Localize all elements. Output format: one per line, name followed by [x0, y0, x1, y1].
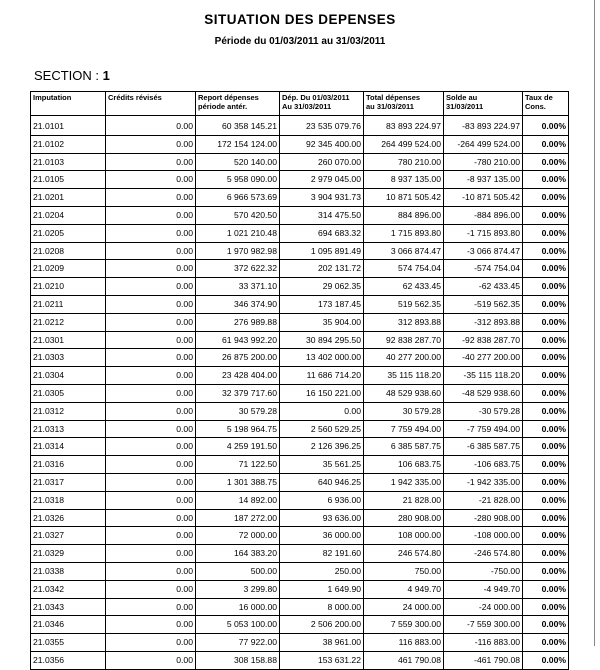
- cell-credits-revises: 0.00: [106, 438, 196, 456]
- cell-taux-cons: 0.00%: [523, 651, 569, 669]
- cell-total-depenses: 48 529 938.60: [364, 384, 444, 402]
- cell-solde: -884 896.00: [444, 206, 523, 224]
- cell-credits-revises: 0.00: [106, 509, 196, 527]
- cell-solde: -461 790.08: [444, 651, 523, 669]
- cell-total-depenses: 4 949.70: [364, 580, 444, 598]
- cell-depenses-periode: 1 095 891.49: [280, 242, 364, 260]
- cell-depenses-periode: 2 126 396.25: [280, 438, 364, 456]
- cell-credits-revises: 0.00: [106, 598, 196, 616]
- table-row: [31, 349, 569, 367]
- cell-taux-cons: 0.00%: [523, 189, 569, 207]
- cell-solde: -30 579.28: [444, 402, 523, 420]
- column-header-line2: Au 31/03/2011: [282, 102, 332, 111]
- cell-imputation: 21.0305: [31, 384, 106, 402]
- cell-credits-revises: 0.00: [106, 278, 196, 296]
- cell-report-depenses: 16 000.00: [196, 598, 280, 616]
- cell-taux-cons: 0.00%: [523, 313, 569, 331]
- cell-depenses-periode: 30 894 295.50: [280, 331, 364, 349]
- cell-taux-cons: 0.00%: [523, 367, 569, 385]
- cell-taux-cons: 0.00%: [523, 598, 569, 616]
- cell-depenses-periode: 92 345 400.00: [280, 135, 364, 153]
- cell-credits-revises: 0.00: [106, 473, 196, 491]
- cell-imputation: 21.0204: [31, 206, 106, 224]
- report-period: Période du 01/03/2011 au 31/03/2011: [214, 36, 386, 47]
- cell-imputation: 21.0355: [31, 634, 106, 652]
- table-row: [31, 260, 569, 278]
- table-row: [31, 473, 569, 491]
- cell-imputation: 21.0342: [31, 580, 106, 598]
- cell-solde: -3 066 874.47: [444, 242, 523, 260]
- cell-report-depenses: 1 970 982.98: [196, 242, 280, 260]
- cell-report-depenses: 1 021 210.48: [196, 224, 280, 242]
- cell-depenses-periode: 35 561.25: [280, 456, 364, 474]
- cell-credits-revises: 0.00: [106, 260, 196, 278]
- cell-imputation: 21.0313: [31, 420, 106, 438]
- column-header-credits-revises: [106, 92, 196, 116]
- cell-taux-cons: 0.00%: [523, 260, 569, 278]
- cell-depenses-periode: 16 150 221.00: [280, 384, 364, 402]
- cell-credits-revises: 0.00: [106, 116, 196, 136]
- cell-solde: -48 529 938.60: [444, 384, 523, 402]
- cell-imputation: 21.0346: [31, 616, 106, 634]
- cell-total-depenses: 35 115 118.20: [364, 367, 444, 385]
- cell-imputation: 21.0201: [31, 189, 106, 207]
- table-row: [31, 206, 569, 224]
- column-header-depenses-periode: [280, 92, 364, 116]
- cell-depenses-periode: 36 000.00: [280, 527, 364, 545]
- cell-credits-revises: 0.00: [106, 562, 196, 580]
- cell-credits-revises: 0.00: [106, 135, 196, 153]
- table-row: [31, 331, 569, 349]
- cell-solde: -35 115 118.20: [444, 367, 523, 385]
- cell-imputation: 21.0327: [31, 527, 106, 545]
- table-row: [31, 367, 569, 385]
- column-header-line1: Taux de: [525, 93, 553, 102]
- cell-taux-cons: 0.00%: [523, 402, 569, 420]
- table-row: [31, 384, 569, 402]
- cell-total-depenses: 6 385 587.75: [364, 438, 444, 456]
- cell-solde: -280 908.00: [444, 509, 523, 527]
- table-row: [31, 171, 569, 189]
- column-header-line2: 31/03/2011: [446, 102, 484, 111]
- cell-solde: -106 683.75: [444, 456, 523, 474]
- cell-imputation: 21.0208: [31, 242, 106, 260]
- cell-credits-revises: 0.00: [106, 153, 196, 171]
- cell-taux-cons: 0.00%: [523, 527, 569, 545]
- cell-solde: -1 942 335.00: [444, 473, 523, 491]
- cell-taux-cons: 0.00%: [523, 331, 569, 349]
- cell-taux-cons: 0.00%: [523, 224, 569, 242]
- table-row: [31, 616, 569, 634]
- cell-total-depenses: 264 499 524.00: [364, 135, 444, 153]
- cell-credits-revises: 0.00: [106, 242, 196, 260]
- cell-imputation: 21.0329: [31, 545, 106, 563]
- cell-imputation: 21.0303: [31, 349, 106, 367]
- cell-taux-cons: 0.00%: [523, 438, 569, 456]
- table-row: [31, 135, 569, 153]
- cell-solde: -519 562.35: [444, 295, 523, 313]
- cell-report-depenses: 14 892.00: [196, 491, 280, 509]
- cell-taux-cons: 0.00%: [523, 384, 569, 402]
- cell-report-depenses: 570 420.50: [196, 206, 280, 224]
- cell-report-depenses: 6 966 573.69: [196, 189, 280, 207]
- table-row: [31, 278, 569, 296]
- cell-total-depenses: 116 883.00: [364, 634, 444, 652]
- cell-depenses-periode: 1 649.90: [280, 580, 364, 598]
- cell-credits-revises: 0.00: [106, 224, 196, 242]
- cell-report-depenses: 5 198 964.75: [196, 420, 280, 438]
- cell-report-depenses: 77 922.00: [196, 634, 280, 652]
- cell-solde: -1 715 893.80: [444, 224, 523, 242]
- cell-depenses-periode: 260 070.00: [280, 153, 364, 171]
- cell-credits-revises: 0.00: [106, 491, 196, 509]
- table-row: [31, 438, 569, 456]
- cell-total-depenses: 780 210.00: [364, 153, 444, 171]
- cell-imputation: 21.0316: [31, 456, 106, 474]
- table-row: [31, 527, 569, 545]
- cell-taux-cons: 0.00%: [523, 456, 569, 474]
- cell-credits-revises: 0.00: [106, 331, 196, 349]
- table-row: [31, 242, 569, 260]
- cell-report-depenses: 500.00: [196, 562, 280, 580]
- cell-solde: -312 893.88: [444, 313, 523, 331]
- cell-depenses-periode: 8 000.00: [280, 598, 364, 616]
- cell-solde: -40 277 200.00: [444, 349, 523, 367]
- cell-report-depenses: 5 958 090.00: [196, 171, 280, 189]
- cell-total-depenses: 519 562.35: [364, 295, 444, 313]
- cell-total-depenses: 1 715 893.80: [364, 224, 444, 242]
- column-header-line2: au 31/03/2011: [366, 102, 414, 111]
- cell-taux-cons: 0.00%: [523, 295, 569, 313]
- cell-imputation: 21.0209: [31, 260, 106, 278]
- cell-total-depenses: 40 277 200.00: [364, 349, 444, 367]
- cell-depenses-periode: 38 961.00: [280, 634, 364, 652]
- cell-imputation: 21.0326: [31, 509, 106, 527]
- column-header-line1: Crédits révisés: [108, 93, 162, 102]
- cell-solde: -108 000.00: [444, 527, 523, 545]
- cell-report-depenses: 72 000.00: [196, 527, 280, 545]
- cell-credits-revises: 0.00: [106, 527, 196, 545]
- cell-depenses-periode: 173 187.45: [280, 295, 364, 313]
- cell-total-depenses: 83 893 224.97: [364, 116, 444, 136]
- cell-total-depenses: 312 893.88: [364, 313, 444, 331]
- section-label: SECTION :: [34, 68, 100, 83]
- cell-imputation: 21.0317: [31, 473, 106, 491]
- cell-total-depenses: 7 759 494.00: [364, 420, 444, 438]
- cell-imputation: 21.0343: [31, 598, 106, 616]
- cell-total-depenses: 884 896.00: [364, 206, 444, 224]
- cell-depenses-periode: 314 475.50: [280, 206, 364, 224]
- cell-solde: -116 883.00: [444, 634, 523, 652]
- table-row: [31, 651, 569, 669]
- cell-total-depenses: 21 828.00: [364, 491, 444, 509]
- cell-taux-cons: 0.00%: [523, 491, 569, 509]
- column-header-report-depenses: [196, 92, 280, 116]
- cell-credits-revises: 0.00: [106, 206, 196, 224]
- cell-imputation: 21.0101: [31, 116, 106, 136]
- cell-total-depenses: 106 683.75: [364, 456, 444, 474]
- table-row: [31, 116, 569, 136]
- table-row: [31, 545, 569, 563]
- cell-report-depenses: 5 053 100.00: [196, 616, 280, 634]
- cell-solde: -264 499 524.00: [444, 135, 523, 153]
- cell-credits-revises: 0.00: [106, 402, 196, 420]
- cell-taux-cons: 0.00%: [523, 171, 569, 189]
- cell-depenses-periode: 35 904.00: [280, 313, 364, 331]
- cell-depenses-periode: 640 946.25: [280, 473, 364, 491]
- cell-credits-revises: 0.00: [106, 420, 196, 438]
- cell-depenses-periode: 6 936.00: [280, 491, 364, 509]
- cell-taux-cons: 0.00%: [523, 242, 569, 260]
- column-header-line1: Solde au: [446, 93, 478, 102]
- table-header-row: [31, 92, 569, 116]
- cell-total-depenses: 280 908.00: [364, 509, 444, 527]
- cell-report-depenses: 23 428 404.00: [196, 367, 280, 385]
- table-row: [31, 491, 569, 509]
- cell-total-depenses: 1 942 335.00: [364, 473, 444, 491]
- cell-taux-cons: 0.00%: [523, 509, 569, 527]
- column-header-line1: Total dépenses: [366, 93, 421, 102]
- cell-report-depenses: 4 259 191.50: [196, 438, 280, 456]
- table-row: [31, 313, 569, 331]
- cell-report-depenses: 61 943 992.20: [196, 331, 280, 349]
- page-edge: [594, 0, 595, 646]
- cell-report-depenses: 346 374.90: [196, 295, 280, 313]
- cell-depenses-periode: 3 904 931.73: [280, 189, 364, 207]
- section-number: 1: [102, 68, 110, 83]
- cell-depenses-periode: 82 191.60: [280, 545, 364, 563]
- cell-credits-revises: 0.00: [106, 295, 196, 313]
- table-body: [31, 116, 569, 670]
- column-header-solde: [444, 92, 523, 116]
- table-row: [31, 295, 569, 313]
- cell-taux-cons: 0.00%: [523, 634, 569, 652]
- cell-imputation: 21.0314: [31, 438, 106, 456]
- table-row: [31, 153, 569, 171]
- cell-total-depenses: 246 574.80: [364, 545, 444, 563]
- cell-taux-cons: 0.00%: [523, 153, 569, 171]
- cell-depenses-periode: 2 560 529.25: [280, 420, 364, 438]
- cell-report-depenses: 172 154 124.00: [196, 135, 280, 153]
- cell-credits-revises: 0.00: [106, 545, 196, 563]
- cell-total-depenses: 92 838 287.70: [364, 331, 444, 349]
- cell-credits-revises: 0.00: [106, 171, 196, 189]
- cell-report-depenses: 276 989.88: [196, 313, 280, 331]
- cell-solde: -21 828.00: [444, 491, 523, 509]
- table-row: [31, 189, 569, 207]
- cell-report-depenses: 32 379 717.60: [196, 384, 280, 402]
- cell-depenses-periode: 0.00: [280, 402, 364, 420]
- cell-credits-revises: 0.00: [106, 651, 196, 669]
- cell-imputation: 21.0211: [31, 295, 106, 313]
- cell-report-depenses: 60 358 145.21: [196, 116, 280, 136]
- cell-imputation: 21.0338: [31, 562, 106, 580]
- cell-imputation: 21.0304: [31, 367, 106, 385]
- cell-taux-cons: 0.00%: [523, 116, 569, 136]
- cell-depenses-periode: 250.00: [280, 562, 364, 580]
- cell-taux-cons: 0.00%: [523, 562, 569, 580]
- cell-depenses-periode: 23 535 079.76: [280, 116, 364, 136]
- cell-taux-cons: 0.00%: [523, 545, 569, 563]
- cell-taux-cons: 0.00%: [523, 206, 569, 224]
- cell-report-depenses: 30 579.28: [196, 402, 280, 420]
- cell-solde: -62 433.45: [444, 278, 523, 296]
- cell-depenses-periode: 93 636.00: [280, 509, 364, 527]
- cell-total-depenses: 8 937 135.00: [364, 171, 444, 189]
- cell-report-depenses: 1 301 388.75: [196, 473, 280, 491]
- cell-depenses-periode: 11 686 714.20: [280, 367, 364, 385]
- cell-solde: -574 754.04: [444, 260, 523, 278]
- expenses-table: [30, 91, 569, 670]
- cell-credits-revises: 0.00: [106, 634, 196, 652]
- cell-solde: -6 385 587.75: [444, 438, 523, 456]
- cell-taux-cons: 0.00%: [523, 580, 569, 598]
- cell-solde: -92 838 287.70: [444, 331, 523, 349]
- cell-total-depenses: 461 790.08: [364, 651, 444, 669]
- cell-imputation: 21.0301: [31, 331, 106, 349]
- cell-report-depenses: 520 140.00: [196, 153, 280, 171]
- cell-imputation: 21.0312: [31, 402, 106, 420]
- cell-total-depenses: 30 579.28: [364, 402, 444, 420]
- column-header-line2: période antér.: [198, 102, 248, 111]
- cell-depenses-periode: 202 131.72: [280, 260, 364, 278]
- table-row: [31, 509, 569, 527]
- table-row: [31, 402, 569, 420]
- cell-total-depenses: 3 066 874.47: [364, 242, 444, 260]
- cell-total-depenses: 750.00: [364, 562, 444, 580]
- cell-imputation: 21.0212: [31, 313, 106, 331]
- cell-report-depenses: 164 383.20: [196, 545, 280, 563]
- cell-taux-cons: 0.00%: [523, 349, 569, 367]
- column-header-line2: Cons.: [525, 102, 546, 111]
- cell-solde: -780 210.00: [444, 153, 523, 171]
- cell-credits-revises: 0.00: [106, 313, 196, 331]
- cell-depenses-periode: 153 631.22: [280, 651, 364, 669]
- cell-report-depenses: 372 622.32: [196, 260, 280, 278]
- section-heading: [34, 68, 110, 83]
- cell-total-depenses: 7 559 300.00: [364, 616, 444, 634]
- table-row: [31, 456, 569, 474]
- cell-taux-cons: 0.00%: [523, 473, 569, 491]
- cell-solde: -246 574.80: [444, 545, 523, 563]
- cell-imputation: 21.0105: [31, 171, 106, 189]
- column-header-line1: Imputation: [33, 93, 72, 102]
- cell-report-depenses: 308 158.88: [196, 651, 280, 669]
- cell-solde: -7 559 300.00: [444, 616, 523, 634]
- cell-solde: -83 893 224.97: [444, 116, 523, 136]
- cell-report-depenses: 187 272.00: [196, 509, 280, 527]
- cell-total-depenses: 10 871 505.42: [364, 189, 444, 207]
- table-row: [31, 224, 569, 242]
- cell-credits-revises: 0.00: [106, 580, 196, 598]
- report-title: SITUATION DES DEPENSES: [204, 12, 396, 27]
- cell-taux-cons: 0.00%: [523, 135, 569, 153]
- cell-solde: -4 949.70: [444, 580, 523, 598]
- column-header-taux-cons: [523, 92, 569, 116]
- cell-depenses-periode: 2 506 200.00: [280, 616, 364, 634]
- cell-report-depenses: 33 371.10: [196, 278, 280, 296]
- cell-total-depenses: 574 754.04: [364, 260, 444, 278]
- cell-solde: -7 759 494.00: [444, 420, 523, 438]
- table-row: [31, 634, 569, 652]
- cell-total-depenses: 62 433.45: [364, 278, 444, 296]
- cell-taux-cons: 0.00%: [523, 278, 569, 296]
- table-row: [31, 580, 569, 598]
- table-row: [31, 420, 569, 438]
- cell-taux-cons: 0.00%: [523, 616, 569, 634]
- column-header-imputation: [31, 92, 106, 116]
- column-header-line1: Report dépenses: [198, 93, 259, 102]
- cell-depenses-periode: 13 402 000.00: [280, 349, 364, 367]
- column-header-total-depenses: [364, 92, 444, 116]
- cell-imputation: 21.0356: [31, 651, 106, 669]
- table-row: [31, 598, 569, 616]
- cell-taux-cons: 0.00%: [523, 420, 569, 438]
- cell-depenses-periode: 694 683.32: [280, 224, 364, 242]
- cell-credits-revises: 0.00: [106, 616, 196, 634]
- table-row: [31, 562, 569, 580]
- cell-depenses-periode: 2 979 045.00: [280, 171, 364, 189]
- cell-report-depenses: 71 122.50: [196, 456, 280, 474]
- cell-imputation: 21.0103: [31, 153, 106, 171]
- cell-credits-revises: 0.00: [106, 367, 196, 385]
- cell-credits-revises: 0.00: [106, 456, 196, 474]
- cell-credits-revises: 0.00: [106, 349, 196, 367]
- cell-solde: -750.00: [444, 562, 523, 580]
- cell-imputation: 21.0210: [31, 278, 106, 296]
- cell-depenses-periode: 29 062.35: [280, 278, 364, 296]
- cell-credits-revises: 0.00: [106, 189, 196, 207]
- cell-solde: -8 937 135.00: [444, 171, 523, 189]
- column-header-line1: Dép. Du 01/03/2011: [282, 93, 350, 102]
- cell-solde: -24 000.00: [444, 598, 523, 616]
- cell-imputation: 21.0205: [31, 224, 106, 242]
- cell-total-depenses: 108 000.00: [364, 527, 444, 545]
- cell-credits-revises: 0.00: [106, 384, 196, 402]
- cell-imputation: 21.0102: [31, 135, 106, 153]
- cell-report-depenses: 3 299.80: [196, 580, 280, 598]
- cell-total-depenses: 24 000.00: [364, 598, 444, 616]
- cell-report-depenses: 26 875 200.00: [196, 349, 280, 367]
- cell-imputation: 21.0318: [31, 491, 106, 509]
- cell-solde: -10 871 505.42: [444, 189, 523, 207]
